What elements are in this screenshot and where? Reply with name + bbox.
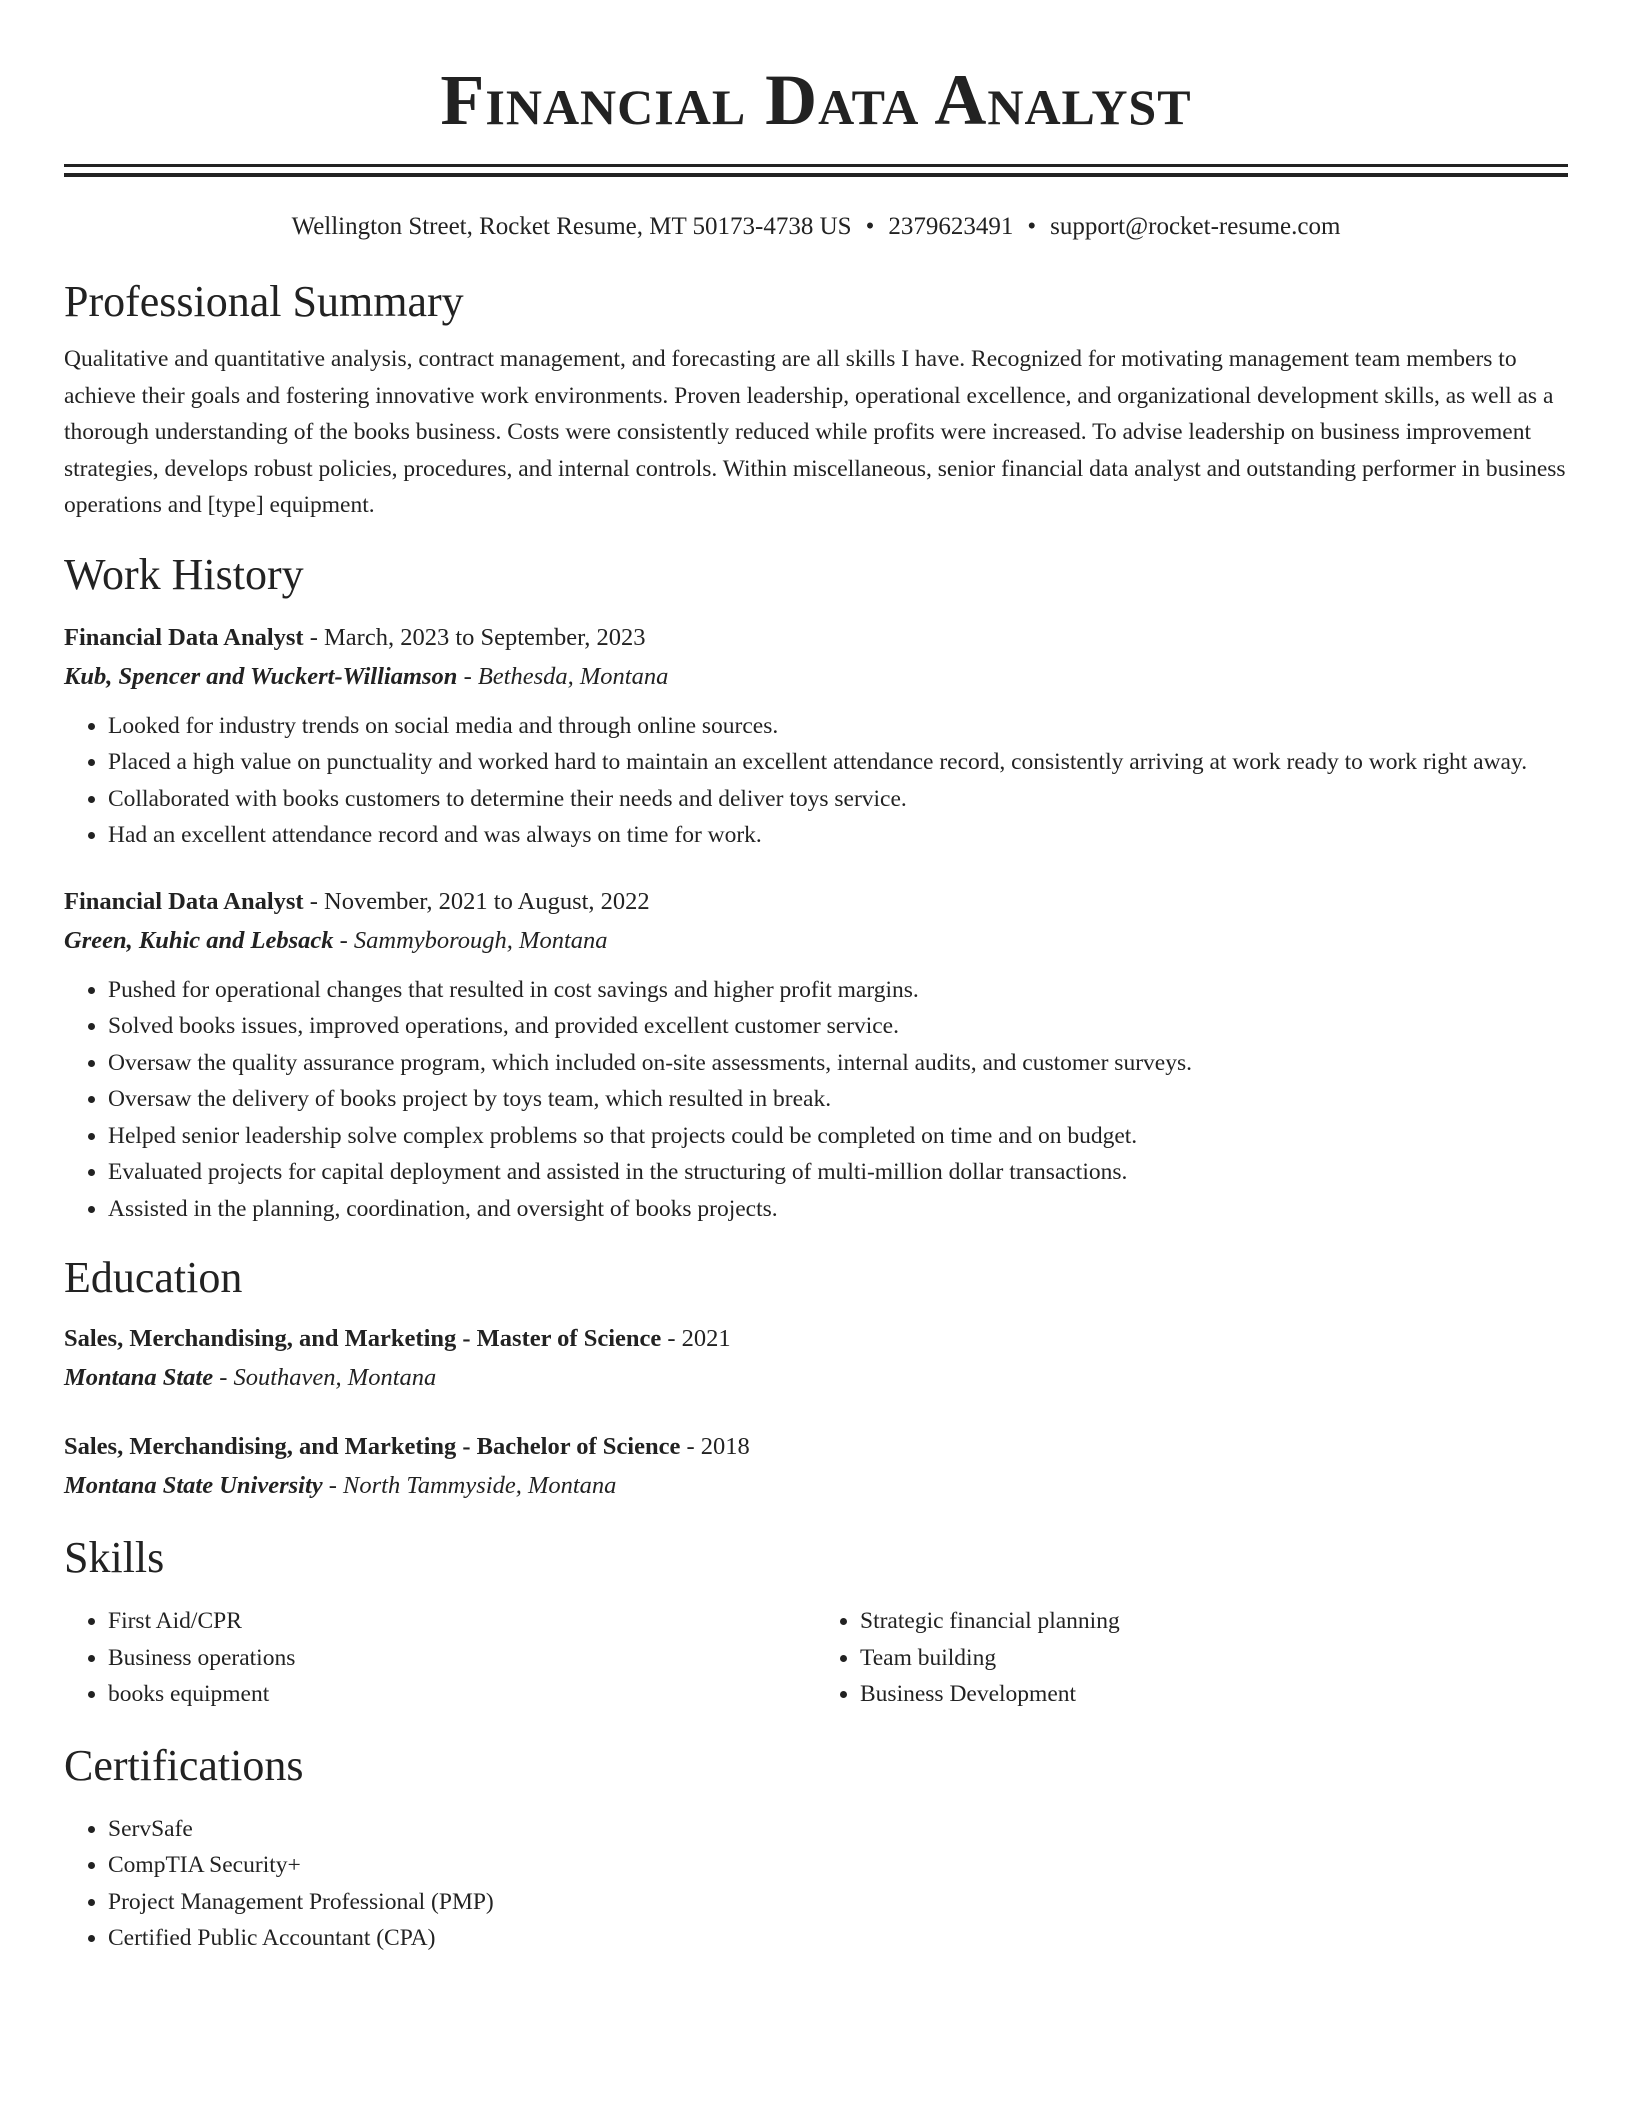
skills-section — [64, 1531, 1568, 1713]
list-item: • Business operations — [108, 1640, 816, 1677]
summary-section — [64, 275, 1568, 524]
job-dates: - November, 2021 to August, 2022 — [303, 887, 650, 915]
education-year: - 2021 — [661, 1325, 731, 1352]
contact-separator: • — [865, 213, 875, 240]
job-company: Green, Kuhic and Lebsack — [64, 926, 334, 954]
section-heading-certifications: Certifications — [64, 1740, 304, 1790]
contact-line — [64, 211, 1568, 243]
certifications-list — [64, 1811, 1568, 1957]
list-item: • Placed a high value on punctuality and worked hard to maintain an excellent attendance record, consistently arriving at work ready to work right away. — [108, 744, 1568, 781]
job-heading — [64, 882, 1568, 921]
education-year: - 2018 — [680, 1433, 750, 1460]
contact-address: Wellington Street, Rocket Resume, MT 50173-4738 US — [291, 213, 852, 240]
list-item: • Team building — [860, 1640, 1568, 1677]
list-item: • Helped senior leadership solve complex problems so that projects could be completed on time and on budget. — [108, 1118, 1568, 1155]
education-school: Montana State — [64, 1364, 214, 1391]
job-bullets — [64, 972, 1568, 1228]
list-item: • Certified Public Accountant (CPA) — [108, 1920, 1568, 1957]
list-item: • First Aid/CPR — [108, 1603, 816, 1640]
section-heading-work: Work History — [64, 549, 304, 599]
job-location: - Bethesda, Montana — [457, 662, 669, 690]
list-item: • CompTIA Security+ — [108, 1847, 1568, 1884]
list-item: • Looked for industry trends on social media and through online sources. — [108, 708, 1568, 745]
title-rule-top — [64, 164, 1568, 167]
summary-text: Qualitative and quantitative analysis, contract management, and forecasting are all skills I have. Recognized for motivating management team members to achieve their goals and fostering innovative work environments. Proven leadership, operational excellence, and organizational development skills, as well as a thorough understanding of the books business. Costs were consistently reduced while profits were increased. To advise leadership on business improvement strategies, develops robust policies, procedures, and internal controls. Within miscellaneous, senior financial data analyst and outstanding performer in business operations and [type] equipment. — [64, 346, 1566, 518]
work-history-section — [64, 548, 1568, 1228]
job-entry — [64, 618, 1568, 854]
education-degree: Sales, Merchandising, and Marketing - Master of Science — [64, 1325, 662, 1352]
education-school: Montana State University — [64, 1472, 323, 1499]
education-location: - Southaven, Montana — [213, 1364, 437, 1391]
section-heading-education: Education — [64, 1253, 243, 1302]
list-item: • Project Management Professional (PMP) — [108, 1884, 1568, 1921]
job-title: Financial Data Analyst — [64, 623, 304, 651]
skills-column-left — [64, 1603, 816, 1713]
list-item: • Collaborated with books customers to determine their needs and deliver toys service. — [108, 781, 1568, 818]
list-item: • Pushed for operational changes that resulted in cost savings and higher profit margins. — [108, 972, 1568, 1009]
job-location: - Sammyborough, Montana — [333, 926, 608, 954]
list-item: • Strategic financial planning — [860, 1603, 1568, 1640]
skills-column-right — [816, 1603, 1568, 1713]
list-item: • ServSafe — [108, 1811, 1568, 1848]
job-company: Kub, Spencer and Wuckert-Williamson — [64, 662, 458, 690]
list-item: • Evaluated projects for capital deployment and assisted in the structuring of multi-million dollar transactions. — [108, 1154, 1568, 1191]
education-heading — [64, 1319, 1568, 1358]
list-item: • Oversaw the quality assurance program, which included on-site assessments, internal audits, and customer surveys. — [108, 1045, 1568, 1082]
education-entry — [64, 1319, 1568, 1397]
resume-page — [64, 0, 1568, 1957]
contact-phone: 2379623491 — [888, 213, 1014, 240]
resume-title: Financial Data Analyst — [440, 60, 1192, 140]
title-rule-bottom — [64, 173, 1568, 177]
job-entry — [64, 882, 1568, 1228]
job-employer — [64, 921, 1568, 960]
education-entry — [64, 1427, 1568, 1505]
job-title: Financial Data Analyst — [64, 887, 304, 915]
job-heading — [64, 618, 1568, 657]
education-institution — [64, 1466, 1568, 1505]
education-heading — [64, 1427, 1568, 1466]
education-degree: Sales, Merchandising, and Marketing - Bachelor of Science — [64, 1433, 681, 1460]
list-item: • Had an excellent attendance record and was always on time for work. — [108, 817, 1568, 854]
job-employer — [64, 657, 1568, 696]
job-dates: - March, 2023 to September, 2023 — [303, 623, 646, 651]
section-heading-skills: Skills — [64, 1533, 165, 1582]
list-item: • Assisted in the planning, coordination, and oversight of books projects. — [108, 1191, 1568, 1228]
list-item: • Oversaw the delivery of books project by toys team, which resulted in break. — [108, 1081, 1568, 1118]
contact-separator: • — [1027, 213, 1037, 240]
skills-grid — [64, 1603, 1568, 1713]
section-heading-summary: Professional Summary — [64, 277, 464, 326]
education-location: - North Tammyside, Montana — [322, 1472, 617, 1499]
certifications-section — [64, 1739, 1568, 1957]
contact-email: support@rocket-resume.com — [1050, 213, 1341, 240]
education-section — [64, 1251, 1568, 1505]
job-bullets — [64, 708, 1568, 854]
list-item: • books equipment — [108, 1676, 816, 1713]
list-item: • Solved books issues, improved operations, and provided excellent customer service. — [108, 1008, 1568, 1045]
list-item: • Business Development — [860, 1676, 1568, 1713]
education-institution — [64, 1358, 1568, 1397]
